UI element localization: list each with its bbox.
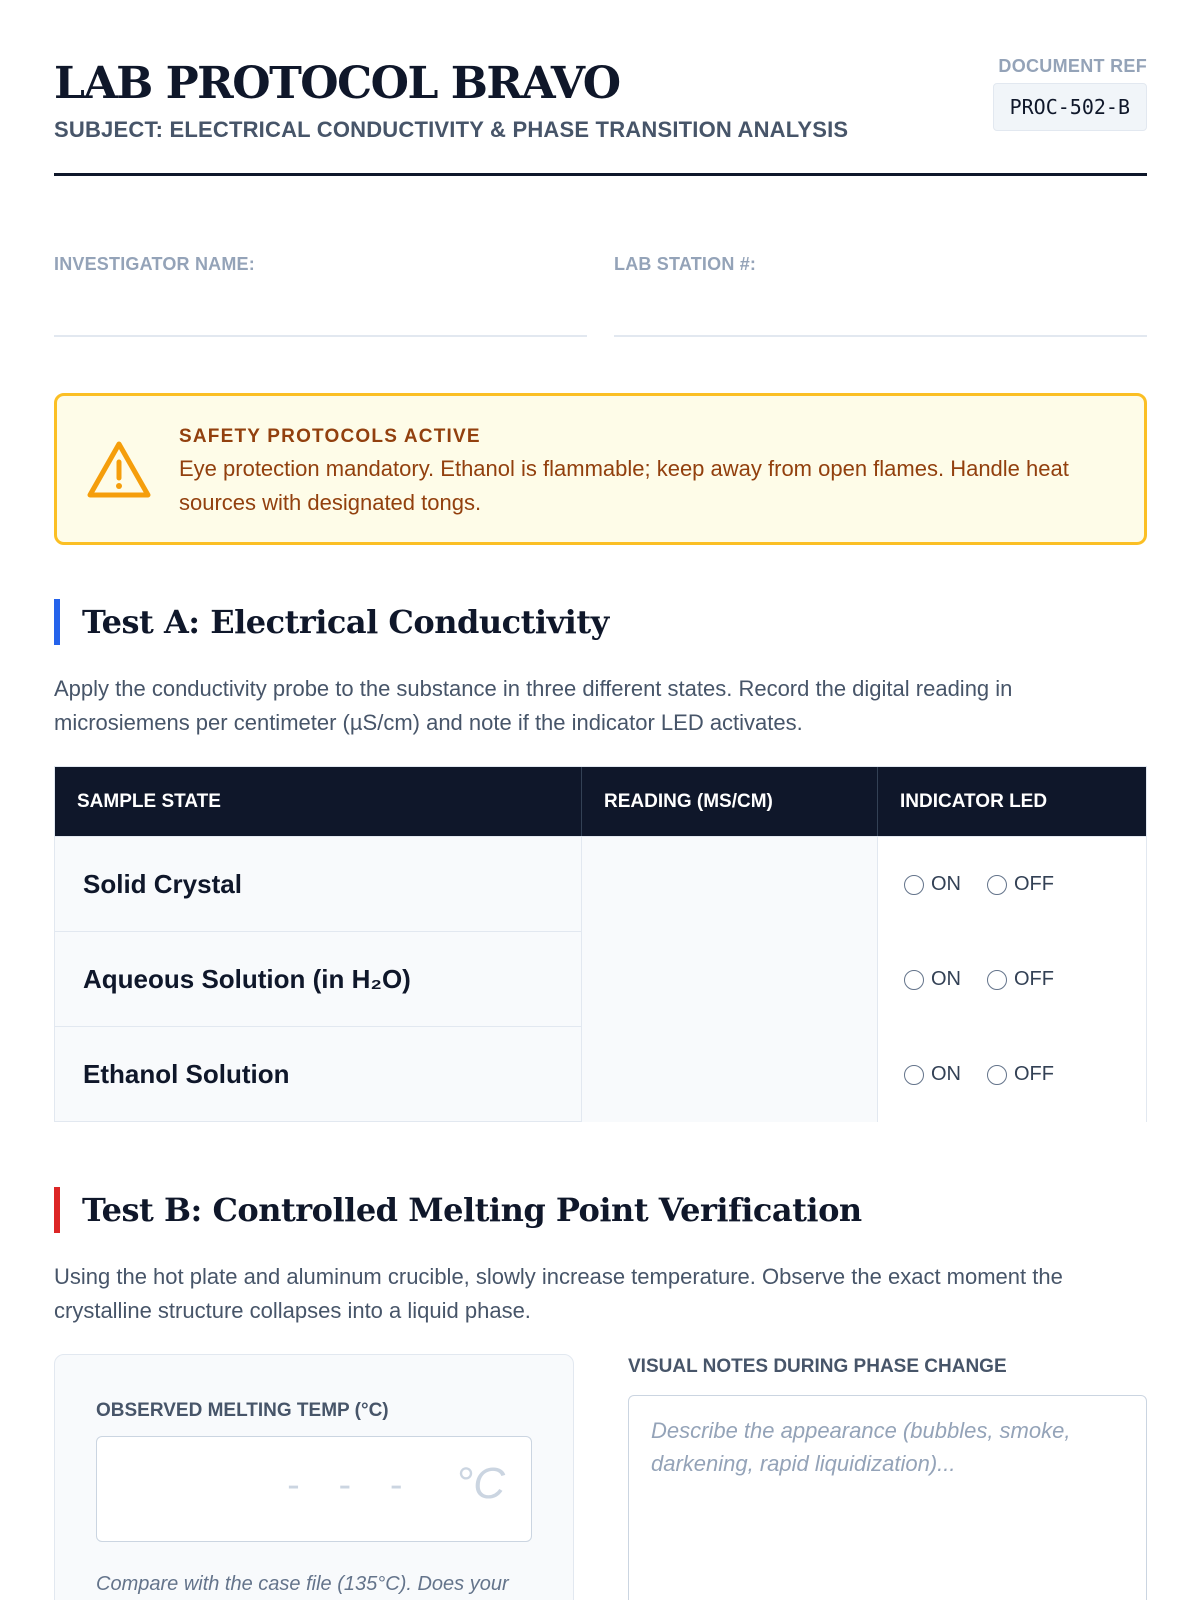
document-ref-label: DOCUMENT REF [998, 56, 1147, 76]
melting-temp-input[interactable] [96, 1436, 532, 1542]
led-off-label: OFF [1014, 968, 1054, 990]
table-row [55, 931, 1146, 1026]
document-subject: SUBJECT: ELECTRICAL CONDUCTIVITY & PHASE TRANSITION ANALYSIS [54, 117, 849, 142]
column-header-reading: READING (MS/CM) [582, 767, 878, 836]
radio-circle-icon [904, 1065, 924, 1085]
table-row [55, 836, 1146, 931]
warning-triangle-icon [87, 440, 151, 500]
led-off-label: OFF [1014, 1063, 1054, 1085]
melting-temp-label: OBSERVED MELTING TEMP (°C) [96, 1400, 389, 1421]
led-on-radio[interactable] [904, 873, 961, 896]
visual-notes-label: VISUAL NOTES DURING PHASE CHANGE [628, 1356, 1007, 1377]
test-b-heading: Test B: Controlled Melting Point Verification [54, 1187, 862, 1233]
celsius-unit: °C [455, 1459, 505, 1508]
document-header [54, 0, 1147, 176]
led-on-label: ON [931, 873, 961, 895]
led-on-radio[interactable] [904, 1063, 961, 1086]
sample-state: Aqueous Solution (in H₂O) [55, 932, 582, 1027]
led-on-radio[interactable] [904, 968, 961, 991]
column-header-led: INDICATOR LED [900, 791, 1048, 812]
document-title: LAB PROTOCOL BRAVO [54, 58, 620, 109]
conductivity-table [54, 766, 1147, 1122]
visual-notes-textarea[interactable] [628, 1395, 1147, 1600]
radio-circle-icon [904, 875, 924, 895]
safety-text: Eye protection mandatory. Ethanol is flammable; keep away from open flames. Handle heat sources with designated tongs. [179, 456, 1069, 515]
table-header [55, 767, 1146, 836]
radio-circle-icon [987, 875, 1007, 895]
investigator-label: INVESTIGATOR NAME: [54, 254, 255, 274]
led-options [878, 932, 1146, 1027]
radio-circle-icon [987, 1065, 1007, 1085]
reading-input[interactable] [582, 1027, 878, 1122]
melting-temp-placeholder: - - - [282, 1465, 411, 1506]
led-off-label: OFF [1014, 873, 1054, 895]
sample-state: Solid Crystal [55, 837, 582, 932]
lab-protocol-page [54, 0, 1147, 1595]
melting-temp-note: Compare with the case file (135°C). Does your [96, 1573, 509, 1595]
test-a-description: Apply the conductivity probe to the substance in three different states. Record the digital reading in microsiemens per centimeter (µS/cm) and note if the indicator LED activates. [54, 676, 1013, 735]
safety-title: SAFETY PROTOCOLS ACTIVE [179, 426, 481, 447]
led-options [878, 837, 1146, 932]
radio-circle-icon [987, 970, 1007, 990]
investigator-field [54, 254, 587, 337]
radio-circle-icon [904, 970, 924, 990]
document-ref-value: PROC-502-B [993, 83, 1147, 131]
investigator-input[interactable] [54, 319, 587, 337]
reading-input[interactable] [582, 837, 878, 932]
sample-state: Ethanol Solution [55, 1027, 582, 1122]
station-label: LAB STATION #: [614, 254, 757, 274]
led-options [878, 1027, 1146, 1122]
visual-notes-placeholder: Describe the appearance (bubbles, smoke, darkening, rapid liquidization)... [651, 1418, 1071, 1476]
column-header-state: SAMPLE STATE [55, 767, 582, 836]
reading-input[interactable] [582, 932, 878, 1027]
led-off-radio[interactable] [987, 1063, 1054, 1086]
safety-alert [54, 393, 1147, 545]
test-a-heading: Test A: Electrical Conductivity [54, 599, 609, 645]
melting-temp-card [54, 1354, 574, 1600]
table-row [55, 1026, 1146, 1121]
station-input[interactable] [614, 319, 1147, 337]
led-off-radio[interactable] [987, 873, 1054, 896]
led-off-radio[interactable] [987, 968, 1054, 991]
led-on-label: ON [931, 1063, 961, 1085]
station-field [614, 254, 1147, 337]
test-b-description: Using the hot plate and aluminum crucible, slowly increase temperature. Observe the exact moment the crystalline structure collapses into a liquid phase. [54, 1264, 1063, 1323]
led-on-label: ON [931, 968, 961, 990]
